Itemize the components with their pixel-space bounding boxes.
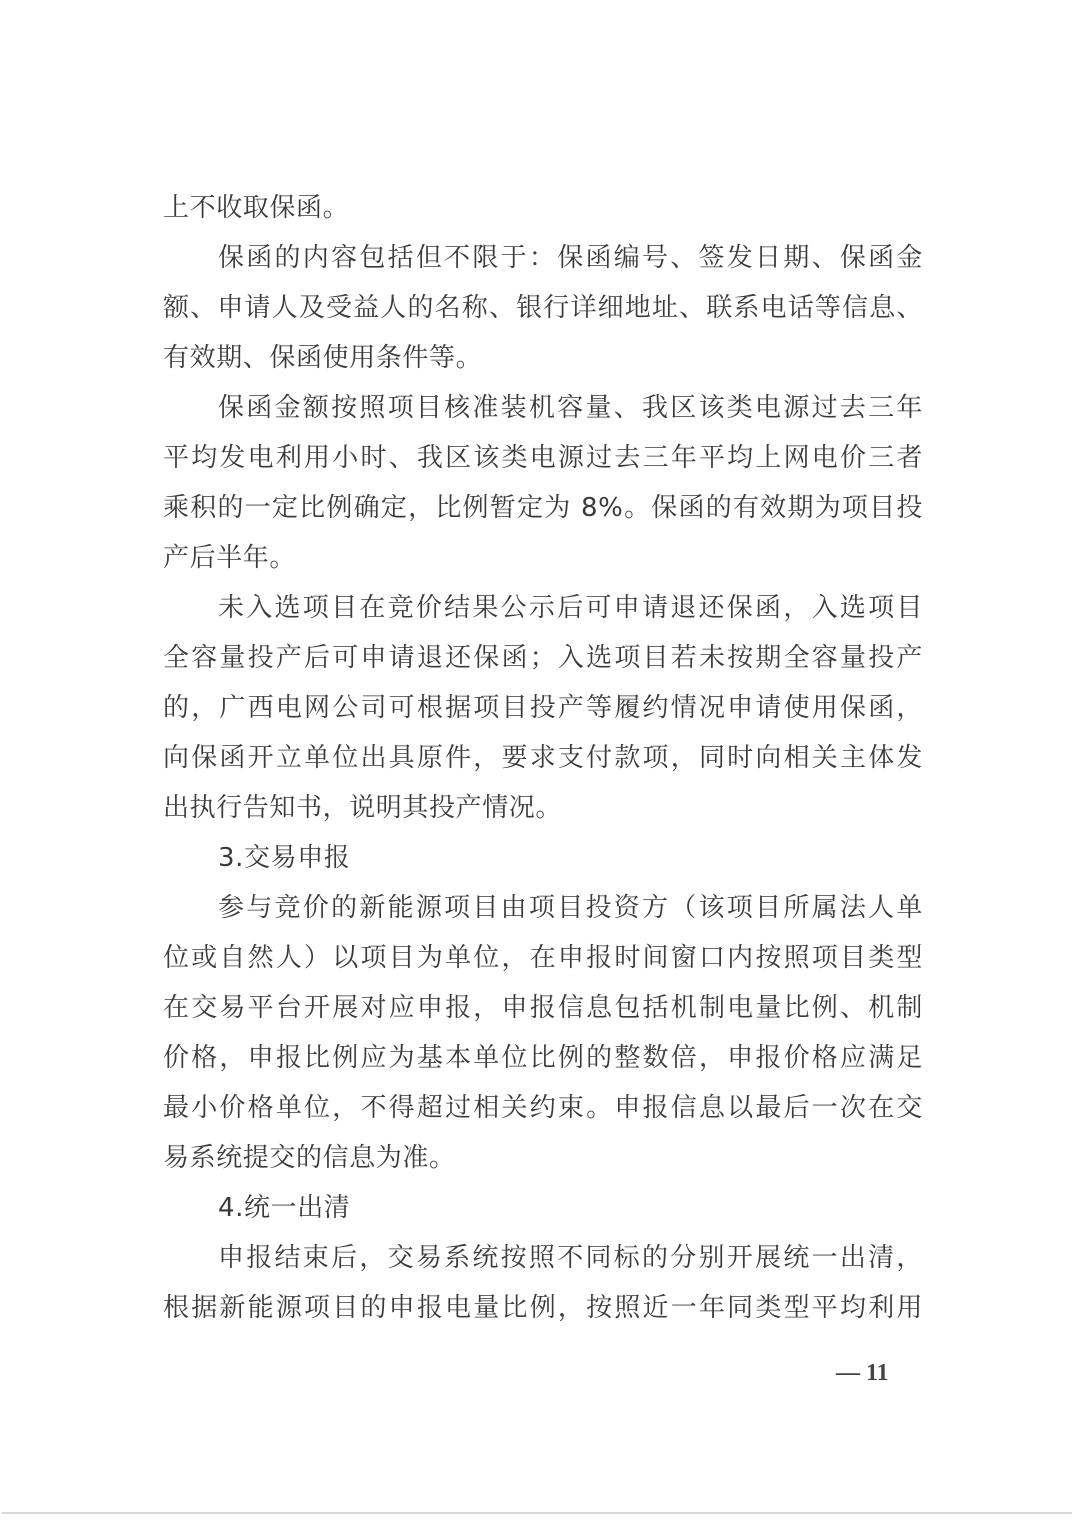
text-line: 申报结束后，交易系统按照不同标的分别开展统一出清， — [218, 1243, 923, 1273]
text-line: 参与竞价的新能源项目由项目投资方（该项目所属法人单 — [218, 893, 923, 923]
section-heading-unified-clearing: 4.统一出清 — [218, 1193, 351, 1223]
document-page — [163, 183, 923, 1333]
text-line: 最小价格单位，不得超过相关约束。申报信息以最后一次在交 — [163, 1093, 923, 1123]
text-line: 价格，申报比例应为基本单位比例的整数倍，申报价格应满足 — [163, 1043, 923, 1073]
text-line: 有效期、保函使用条件等。 — [163, 343, 483, 373]
text-line: 未入选项目在竞价结果公示后可申请退还保函，入选项目 — [218, 593, 923, 623]
text-line: 出执行告知书，说明其投产情况。 — [163, 793, 563, 823]
section-heading-trading-declaration: 3.交易申报 — [218, 843, 351, 873]
text-line: 保函的内容包括但不限于：保函编号、签发日期、保函金 — [218, 243, 923, 273]
text-line: 易系统提交的信息为准。 — [163, 1143, 456, 1173]
text-line: 向保函开立单位出具原件，要求支付款项，同时向相关主体发 — [163, 743, 923, 773]
text-line: 的，广西电网公司可根据项目投产等履约情况申请使用保函， — [163, 693, 923, 723]
text-line: 在交易平台开展对应申报，申报信息包括机制电量比例、机制 — [163, 993, 923, 1023]
text-line: 全容量投产后可申请退还保函；入选项目若未按期全容量投产 — [163, 643, 923, 673]
text-line: 根据新能源项目的申报电量比例，按照近一年同类型平均利用 — [163, 1293, 923, 1323]
text-line: 乘积的一定比例确定，比例暂定为 8%。保函的有效期为项目投 — [163, 493, 923, 523]
page-bottom-edge — [2, 1512, 1072, 1514]
text-line: 保函金额按照项目核准装机容量、我区该类电源过去三年 — [218, 393, 923, 423]
text-line: 上不收取保函。 — [163, 193, 350, 223]
text-line: 产后半年。 — [163, 543, 297, 573]
text-line: 额、申请人及受益人的名称、银行详细地址、联系电话等信息、 — [163, 293, 923, 323]
page-number: — 11 — [836, 1360, 889, 1386]
text-line: 平均发电利用小时、我区该类电源过去三年平均上网电价三者 — [163, 443, 923, 473]
text-line: 位或自然人）以项目为单位，在申报时间窗口内按照项目类型 — [163, 943, 923, 973]
